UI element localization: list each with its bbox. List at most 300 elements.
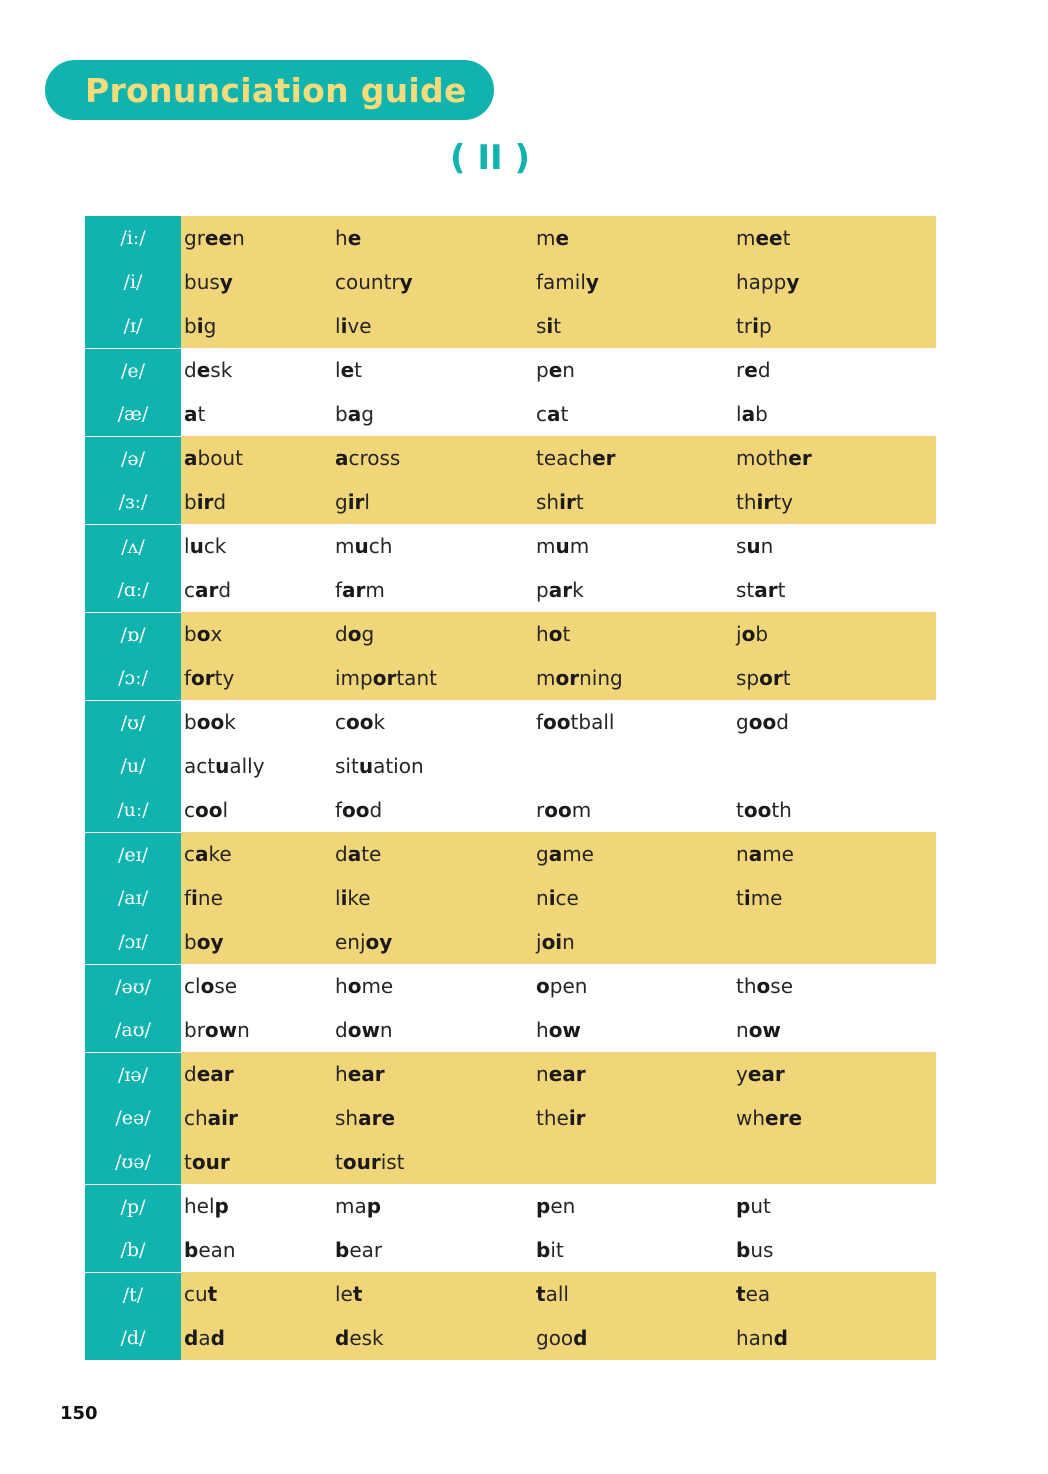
word-cell xyxy=(736,348,926,392)
highlighted-letters: i xyxy=(546,314,554,338)
highlighted-letters: b xyxy=(736,1238,751,1262)
table-row xyxy=(85,876,936,920)
highlighted-letters: oo xyxy=(743,798,772,822)
highlighted-letters: a xyxy=(184,402,198,426)
word-letters: ck xyxy=(203,534,227,558)
table-row xyxy=(85,1140,936,1184)
example-word xyxy=(335,270,413,294)
word-cell xyxy=(536,1272,736,1316)
example-word xyxy=(335,754,424,778)
word-cell xyxy=(335,348,536,392)
word-letters: me xyxy=(750,886,783,910)
example-word xyxy=(184,842,232,866)
word-cell xyxy=(736,656,926,700)
word-letters: bout xyxy=(197,446,243,470)
example-word xyxy=(536,974,587,998)
word-letters: m xyxy=(736,226,756,250)
word-letters: j xyxy=(536,930,542,954)
highlighted-letters: a xyxy=(547,402,561,426)
word-cell xyxy=(736,216,926,260)
word-cell xyxy=(536,876,736,920)
phonetic-symbol: /ɒ/ xyxy=(85,612,181,657)
word-letters: ea xyxy=(745,1282,771,1306)
word-cell xyxy=(181,1228,335,1272)
highlighted-letters: d xyxy=(184,1326,199,1350)
sound-group xyxy=(85,964,936,1052)
highlighted-letters: b xyxy=(335,1238,350,1262)
word-letters: act xyxy=(184,754,216,778)
example-word xyxy=(736,226,790,250)
word-cell xyxy=(536,788,736,832)
table-row xyxy=(85,216,936,260)
phonetic-symbol: /iː/ xyxy=(85,216,181,260)
word-letters: m xyxy=(571,798,592,822)
word-letters: b xyxy=(335,402,348,426)
highlighted-letters: ear xyxy=(347,1062,385,1086)
word-letters: d xyxy=(213,490,227,514)
word-letters: t xyxy=(197,402,206,426)
phonetic-symbol: /ʊ/ xyxy=(85,700,181,745)
word-letters: n xyxy=(379,1018,393,1042)
example-word xyxy=(184,358,232,382)
example-word xyxy=(736,666,791,690)
word-letters: b xyxy=(755,402,768,426)
word-letters: me xyxy=(361,974,394,998)
word-letters: n xyxy=(237,1018,250,1042)
word-cell xyxy=(335,568,536,612)
word-letters: d xyxy=(335,1018,348,1042)
word-letters: han xyxy=(736,1326,774,1350)
word-cell xyxy=(335,788,536,832)
word-letters: imp xyxy=(335,666,373,690)
word-letters: c xyxy=(184,578,195,602)
word-cell xyxy=(536,964,736,1008)
word-cell xyxy=(536,1140,736,1184)
table-row xyxy=(85,832,936,876)
word-letters: n xyxy=(736,842,749,866)
word-letters: m xyxy=(536,534,556,558)
word-letters: t xyxy=(782,226,791,250)
table-row xyxy=(85,392,936,436)
table-row xyxy=(85,612,936,656)
highlighted-letters: a xyxy=(741,402,756,426)
word-letters: r xyxy=(736,358,745,382)
word-cell xyxy=(536,260,736,304)
highlighted-letters: t xyxy=(207,1282,218,1306)
highlighted-letters: a xyxy=(184,446,198,470)
highlighted-letters: ere xyxy=(765,1106,803,1130)
example-word xyxy=(335,1326,384,1350)
example-word xyxy=(536,1282,569,1306)
word-letters: b xyxy=(184,930,197,954)
word-letters: ch xyxy=(184,1106,208,1130)
highlighted-letters: i xyxy=(191,886,198,910)
highlighted-letters: or xyxy=(372,666,397,690)
word-cell xyxy=(335,1228,536,1272)
example-word xyxy=(536,1194,575,1218)
phonetic-symbol: /ɑː/ xyxy=(85,568,181,612)
example-word xyxy=(335,1106,395,1130)
highlighted-letters: e xyxy=(744,358,758,382)
word-letters: ke xyxy=(208,842,232,866)
word-letters: b xyxy=(184,622,197,646)
highlighted-letters: i xyxy=(743,886,751,910)
word-letters: h xyxy=(536,1018,549,1042)
word-cell xyxy=(736,1228,926,1272)
highlighted-letters: y xyxy=(585,270,599,294)
word-letters: th xyxy=(771,798,792,822)
word-letters: c xyxy=(184,842,195,866)
word-cell xyxy=(335,260,536,304)
word-cell xyxy=(736,964,926,1008)
word-cell xyxy=(536,1316,736,1360)
example-word xyxy=(736,534,773,558)
example-word xyxy=(736,1018,781,1042)
example-word xyxy=(184,490,226,514)
word-letters: l xyxy=(184,534,190,558)
phonetic-symbol: /æ/ xyxy=(85,392,181,436)
word-letters: d xyxy=(776,710,789,734)
example-word xyxy=(184,622,222,646)
example-word xyxy=(184,226,245,250)
word-letters: th xyxy=(736,974,757,998)
phonetic-symbol: /p/ xyxy=(85,1184,181,1229)
example-word xyxy=(736,886,783,910)
table-row xyxy=(85,1316,936,1360)
word-letters: y xyxy=(736,1062,748,1086)
example-word xyxy=(736,358,771,382)
word-letters: t xyxy=(736,886,744,910)
word-letters: p xyxy=(758,314,772,338)
table-row xyxy=(85,964,936,1008)
word-letters: hel xyxy=(184,1194,215,1218)
word-letters: h xyxy=(335,1062,348,1086)
word-cell xyxy=(335,1096,536,1140)
highlighted-letters: our xyxy=(342,1150,381,1174)
example-word xyxy=(335,666,437,690)
word-letters: d xyxy=(369,798,383,822)
sound-group xyxy=(85,1272,936,1360)
word-cell xyxy=(335,216,536,260)
example-word xyxy=(335,974,393,998)
word-letters: bus xyxy=(184,270,220,294)
word-letters: it xyxy=(550,1238,564,1262)
example-word xyxy=(335,314,372,338)
word-cell xyxy=(335,656,536,700)
highlighted-letters: o xyxy=(347,974,362,998)
example-word xyxy=(536,622,570,646)
word-letters: t xyxy=(553,314,562,338)
example-word xyxy=(536,930,575,954)
word-letters: b xyxy=(184,314,197,338)
example-word xyxy=(736,1282,770,1306)
word-letters: esk xyxy=(349,1326,384,1350)
word-letters: h xyxy=(536,622,549,646)
example-word xyxy=(335,1282,362,1306)
highlighted-letters: u xyxy=(215,754,230,778)
example-word xyxy=(184,1106,238,1130)
phonetic-symbol: /b/ xyxy=(85,1228,181,1272)
word-letters: t xyxy=(782,666,791,690)
example-word xyxy=(184,710,236,734)
word-cell xyxy=(335,1316,536,1360)
highlighted-letters: ear xyxy=(196,1062,234,1086)
word-letters: k xyxy=(224,710,236,734)
word-letters: n xyxy=(562,930,575,954)
highlighted-letters: ar xyxy=(548,578,573,602)
highlighted-letters: u xyxy=(189,534,204,558)
word-letters: a xyxy=(198,1326,211,1350)
sound-group xyxy=(85,700,936,832)
word-cell xyxy=(736,524,926,568)
word-cell xyxy=(181,1184,335,1228)
word-letters: d xyxy=(184,358,197,382)
example-word xyxy=(536,270,599,294)
example-word xyxy=(335,534,392,558)
word-letters: se xyxy=(214,974,238,998)
phonetic-symbol: /aʊ/ xyxy=(85,1008,181,1052)
word-cell xyxy=(181,480,335,524)
table-row xyxy=(85,656,936,700)
example-word xyxy=(184,1238,236,1262)
word-cell xyxy=(335,524,536,568)
word-letters: l xyxy=(335,886,341,910)
highlighted-letters: oo xyxy=(346,710,374,734)
table-row xyxy=(85,1052,936,1096)
example-word xyxy=(335,358,362,382)
table-row xyxy=(85,260,936,304)
example-word xyxy=(184,270,233,294)
word-cell xyxy=(536,1228,736,1272)
word-letters: ty xyxy=(773,490,793,514)
example-word xyxy=(536,842,594,866)
word-letters: cross xyxy=(348,446,401,470)
highlighted-letters: p xyxy=(536,1194,551,1218)
sound-group xyxy=(85,1052,936,1184)
highlighted-letters: p xyxy=(736,1194,751,1218)
example-word xyxy=(184,798,228,822)
word-cell xyxy=(181,700,335,744)
highlighted-letters: or xyxy=(759,666,783,690)
highlighted-letters: d xyxy=(773,1326,788,1350)
phonetic-symbol: /eə/ xyxy=(85,1096,181,1140)
example-word xyxy=(736,446,812,470)
word-letters: b xyxy=(184,490,197,514)
highlighted-letters: p xyxy=(214,1194,229,1218)
sound-group xyxy=(85,612,936,700)
word-cell xyxy=(536,612,736,656)
table-row xyxy=(85,1228,936,1272)
highlighted-letters: ar xyxy=(342,578,366,602)
highlighted-letters: o xyxy=(548,622,563,646)
word-cell xyxy=(536,480,736,524)
table-row xyxy=(85,568,936,612)
example-word xyxy=(184,1194,229,1218)
word-cell xyxy=(536,304,736,348)
word-letters: ve xyxy=(347,314,372,338)
highlighted-letters: oy xyxy=(365,930,393,954)
highlighted-letters: oy xyxy=(196,930,224,954)
word-cell xyxy=(181,744,335,788)
word-cell xyxy=(335,1272,536,1316)
example-word xyxy=(184,578,231,602)
word-cell xyxy=(736,1008,926,1052)
example-word xyxy=(335,490,370,514)
example-word xyxy=(335,1150,405,1174)
highlighted-letters: e xyxy=(347,226,362,250)
example-word xyxy=(536,226,569,250)
word-letters: n xyxy=(536,1062,549,1086)
highlighted-letters: a xyxy=(195,842,209,866)
word-cell xyxy=(335,832,536,876)
example-word xyxy=(536,358,575,382)
example-word xyxy=(184,446,243,470)
word-letters: c xyxy=(335,710,346,734)
example-word xyxy=(736,578,785,602)
word-letters: p xyxy=(536,358,549,382)
highlighted-letters: ear xyxy=(548,1062,586,1086)
example-word xyxy=(335,886,371,910)
page-title: Pronunciation guide xyxy=(85,70,467,110)
sound-group xyxy=(85,524,936,612)
word-cell xyxy=(536,700,736,744)
word-letters: tr xyxy=(736,314,753,338)
example-word xyxy=(736,1106,802,1130)
highlighted-letters: o xyxy=(756,974,771,998)
example-word xyxy=(536,314,561,338)
word-letters: m xyxy=(335,534,355,558)
example-word xyxy=(736,798,792,822)
word-cell xyxy=(736,1184,926,1228)
word-letters: goo xyxy=(536,1326,574,1350)
highlighted-letters: p xyxy=(366,1194,382,1218)
highlighted-letters: ow xyxy=(204,1018,238,1042)
word-letters: me xyxy=(762,842,794,866)
example-word xyxy=(736,1194,771,1218)
highlighted-letters: t xyxy=(736,1282,746,1306)
word-cell xyxy=(736,612,926,656)
word-cell xyxy=(181,1008,335,1052)
highlighted-letters: t xyxy=(352,1282,363,1306)
phonetic-symbol: /u/ xyxy=(85,744,181,788)
word-cell xyxy=(181,832,335,876)
example-word xyxy=(536,578,584,602)
word-letters: b xyxy=(184,710,197,734)
highlighted-letters: air xyxy=(207,1106,238,1130)
sound-group xyxy=(85,1184,936,1272)
example-word xyxy=(736,710,789,734)
word-letters: sit xyxy=(335,754,359,778)
example-word xyxy=(536,710,614,734)
word-letters: k xyxy=(572,578,584,602)
word-cell xyxy=(736,260,926,304)
highlighted-letters: i xyxy=(340,314,348,338)
word-letters: g xyxy=(536,842,549,866)
example-word xyxy=(184,974,237,998)
phonetic-symbol: /ʌ/ xyxy=(85,524,181,569)
word-cell xyxy=(536,392,736,436)
word-letters: m xyxy=(536,666,556,690)
highlighted-letters: oo xyxy=(543,710,571,734)
word-letters: t xyxy=(560,402,569,426)
word-cell xyxy=(181,436,335,480)
word-letters: happ xyxy=(736,270,787,294)
word-cell xyxy=(181,260,335,304)
example-word xyxy=(536,402,568,426)
word-letters: ut xyxy=(750,1194,771,1218)
word-letters: h xyxy=(335,974,348,998)
example-word xyxy=(536,534,589,558)
word-cell xyxy=(181,216,335,260)
phonetic-symbol: /aɪ/ xyxy=(85,876,181,920)
word-cell xyxy=(536,216,736,260)
table-row xyxy=(85,744,936,788)
word-cell xyxy=(335,744,536,788)
word-cell xyxy=(335,876,536,920)
table-row xyxy=(85,524,936,568)
table-row xyxy=(85,480,936,524)
word-cell xyxy=(335,1184,536,1228)
word-cell xyxy=(181,1096,335,1140)
word-letters: s xyxy=(736,534,747,558)
word-letters: f xyxy=(184,886,192,910)
word-letters: n xyxy=(232,226,245,250)
word-letters: gr xyxy=(184,226,205,250)
highlighted-letters: o xyxy=(536,974,550,998)
word-letters: j xyxy=(736,622,742,646)
word-cell xyxy=(536,1096,736,1140)
word-cell xyxy=(181,612,335,656)
sound-group xyxy=(85,832,936,964)
example-word xyxy=(184,314,216,338)
highlighted-letters: u xyxy=(358,754,374,778)
word-letters: teach xyxy=(536,446,593,470)
example-word xyxy=(536,1018,581,1042)
highlighted-letters: a xyxy=(347,402,362,426)
word-cell xyxy=(736,392,926,436)
highlighted-letters: ee xyxy=(204,226,233,250)
phonetic-symbol: /e/ xyxy=(85,348,181,393)
example-word xyxy=(536,886,579,910)
example-word xyxy=(536,490,584,514)
word-letters: t xyxy=(184,1150,192,1174)
word-letters: m xyxy=(365,578,385,602)
word-letters: sk xyxy=(210,358,233,382)
highlighted-letters: er xyxy=(788,446,812,470)
example-word xyxy=(184,1018,250,1042)
word-letters: ation xyxy=(373,754,424,778)
word-letters: ist xyxy=(380,1150,405,1174)
word-letters: c xyxy=(184,798,195,822)
example-word xyxy=(335,710,385,734)
highlighted-letters: ir xyxy=(756,490,774,514)
word-cell xyxy=(736,568,926,612)
highlighted-letters: e xyxy=(196,358,211,382)
word-letters: br xyxy=(184,1018,205,1042)
example-word xyxy=(184,666,234,690)
highlighted-letters: ir xyxy=(568,1106,586,1130)
word-cell xyxy=(736,304,926,348)
word-letters: se xyxy=(770,974,794,998)
word-letters: n xyxy=(536,886,549,910)
word-cell xyxy=(181,1272,335,1316)
page-subtitle: ( II ) xyxy=(449,138,531,178)
example-word xyxy=(536,1238,564,1262)
word-cell xyxy=(536,568,736,612)
word-cell xyxy=(536,436,736,480)
title-banner xyxy=(45,60,494,120)
highlighted-letters: d xyxy=(573,1326,588,1350)
